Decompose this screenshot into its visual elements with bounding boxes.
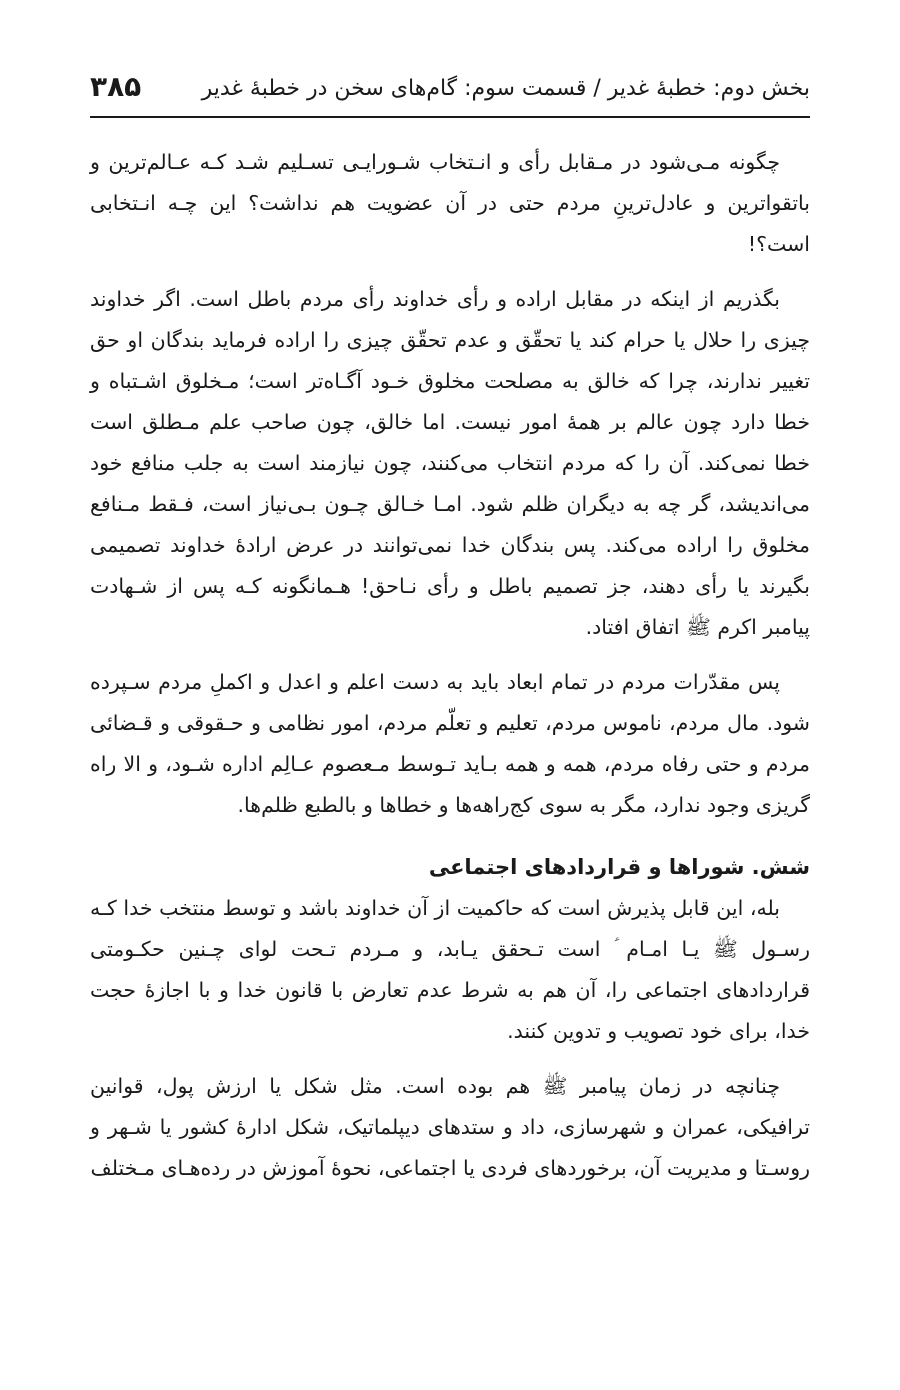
section-heading: شش. شوراها و قراردادهای اجتماعی (428, 855, 810, 879)
section-paragraph-1: بله، این قابل پذیرش است که حاکمیت از آن خداوند باشد و توسط منتخب خدا کـه رسـول ﷺ یـا امـام ؑ است تـحقق یـابد، و مـردم تـحت لوای چـنین حکـومتی قراردادهای اجتماعی را، آن هم به شرط عدم تعارض با قانون خدا و با اجازهٔ حجت خدا، برای خود تصویب و تدوین کنند. (90, 896, 810, 1043)
section-paragraph-2: چنانچه در زمان پیامبر ﷺ هم بوده است. مثل شکل یا ارزش پول، قوانین ترافیکی، عمران و شهرسازی، داد و ستدهای دیپلماتیک، شکل ادارهٔ کشور یا شـهر و روسـتا و مدیریت آن، برخوردهای فردی یا اجتماعی، نحوهٔ آموزش در رده‌هـای مـختلف (90, 1074, 810, 1180)
running-header (90, 66, 810, 118)
page-body (90, 142, 810, 1203)
paragraph-3: پس مقدّرات مردم در تمام ابعاد باید به دست اعلم و اعدل و اکملِ مردم سـپرده شود. مال مردم، ناموس مردم، تعلیم و تعلّم مردم، امور نظامی و حـقوقی و قـضائی مردم و حتی رفاه مردم، همه و همه بـاید تـوسط مـعصوم عـالِم اداره شـود، و الا راه گریزی وجود ندارد، مگر به سوی کج‌راهه‌ها و خطاها و بالطبع ظلم‌ها. (90, 670, 810, 817)
header-title: بخش دوم: خطبهٔ غدیر / قسمت سوم: گام‌های سخن در خطبهٔ غدیر (201, 76, 810, 101)
paragraph-2: بگذریم از اینکه در مقابل اراده و رأی خداوند رأی مردم باطل است. اگر خداوند چیزی را حلال یا حرام کند یا تحقّق و عدم تحقّق چیزی را اراده فرماید بندگان او حق تغییر ندارند، چرا که خالق به مصلحت مخلوق خـود آگـاه‌تر است؛ مـخلوق اشـتباه و خطا دارد چون عالم بر همهٔ امور نیست. اما خالق، چون صاحب علم مـطلق است خطا نمی‌کند. آن را که مردم انتخاب می‌کنند، چون نیازمند است به جلب منافع خود می‌اندیشد، گر چه به دیگران ظلم شود. امـا خـالق چـون بـی‌نیاز است، فـقط مـنافع مخلوق را اراده می‌کند. پس بندگان خدا نمی‌توانند در عرض ارادهٔ خداوند تصمیمی بگیرند یا رأی دهند، جز تصمیم باطل و رأی نـاحق! هـمانگونه کـه پس از شـهادت پیامبر اکرم ﷺ اتفاق افتاد. (90, 287, 810, 639)
page-number: ۳۸۵ (90, 70, 142, 103)
paragraph-1: چگونه مـی‌شود در مـقابل رأی و انـتخاب شـورایـی تسـلیم شـد کـه عـالم‌ترین و باتقواترین و عادل‌ترینِ مردم حتی در آن عضویت هم نداشت؟ این چـه انـتخابی است؟! (90, 150, 810, 256)
